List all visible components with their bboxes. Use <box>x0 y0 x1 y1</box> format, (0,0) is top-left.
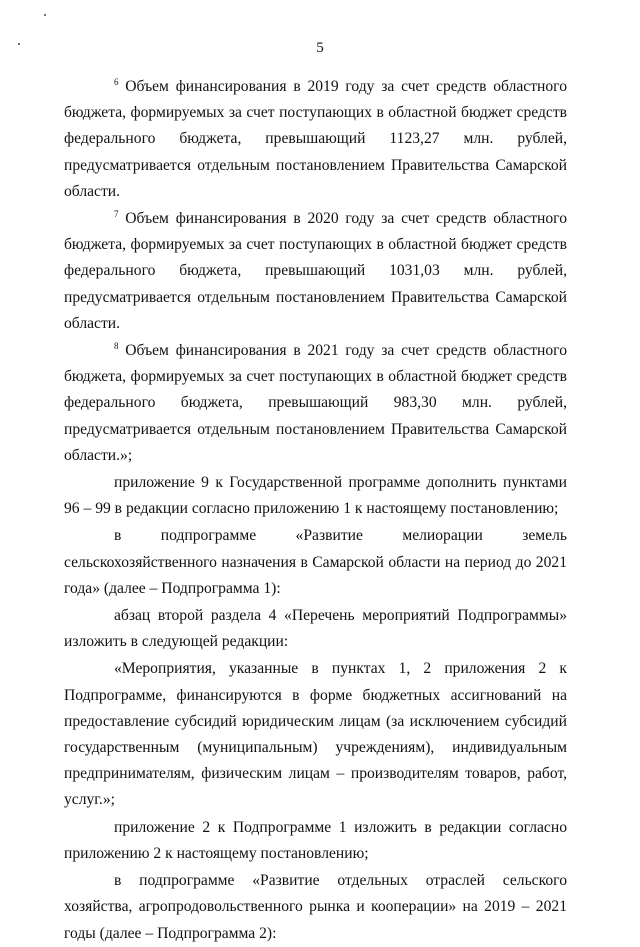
paragraph: «Мероприятия, указанные в пунктах 1, 2 приложения 2 к Подпрограмме, финансируются в форме бюджетных ассигнований на предоставление субсидий юридическим лицам (за исключением субсидий государственным (муниципальным) учреждениям), индивидуальным предпринимателям, физическим лицам – производителям товаров, работ, услуг.»; <box>64 660 567 809</box>
footnote-text: Объем финансирования в 2020 году за счет средств областного бюджета, формируемых за счет поступающих в областной бюджет средств федерального бюджета, превышающий 1031,03 млн. рублей, предусматривается отдельным постановлением Правительства Самарской области. <box>64 210 567 332</box>
footnote <box>64 338 567 469</box>
paragraph: в подпрограмме «Развитие отдельных отраслей сельского хозяйства, агропродовольственного рынка и кооперации» на 2019 – 2021 годы (далее – Подпрограмма 2): <box>64 872 567 942</box>
footnote-text: Объем финансирования в 2021 году за счет средств областного бюджета, формируемых за счет поступающих в областной бюджет средств федерального бюджета, превышающий 983,30 млн. рублей, предусматривается отдельным постановлением Правительства Самарской области.»; <box>64 342 567 464</box>
paragraph: приложение 2 к Подпрограмме 1 изложить в редакции согласно приложению 2 к настоящему постановлению; <box>64 818 567 862</box>
footnote-mark: 8 <box>114 341 119 352</box>
page-number: 5 <box>316 40 324 56</box>
scan-speck <box>44 14 46 16</box>
footnote <box>64 74 567 205</box>
paragraph: абзац второй раздела 4 «Перечень мероприятий Подпрограммы» изложить в следующей редакции: <box>64 607 567 651</box>
footnote-text: Объем финансирования в 2019 году за счет средств областного бюджета, формируемых за счет поступающих в областной бюджет средств федерального бюджета, превышающий 1123,27 млн. рублей, предусматривается отдельным постановлением Правительства Самарской области. <box>64 78 567 200</box>
footnote-mark: 7 <box>114 209 119 220</box>
document-body <box>64 74 567 947</box>
footnote-mark: 6 <box>114 77 119 87</box>
paragraph: приложение 9 к Государственной программе дополнить пунктами 96 – 99 в редакции согласно приложению 1 к настоящему постановлению; <box>64 474 567 518</box>
paragraph: в подпрограмме «Развитие мелиорации земель сельскохозяйственного назначения в Самарской области на период до 2021 года» (далее – Подпрограмма 1): <box>64 527 567 597</box>
footnote <box>64 206 567 337</box>
